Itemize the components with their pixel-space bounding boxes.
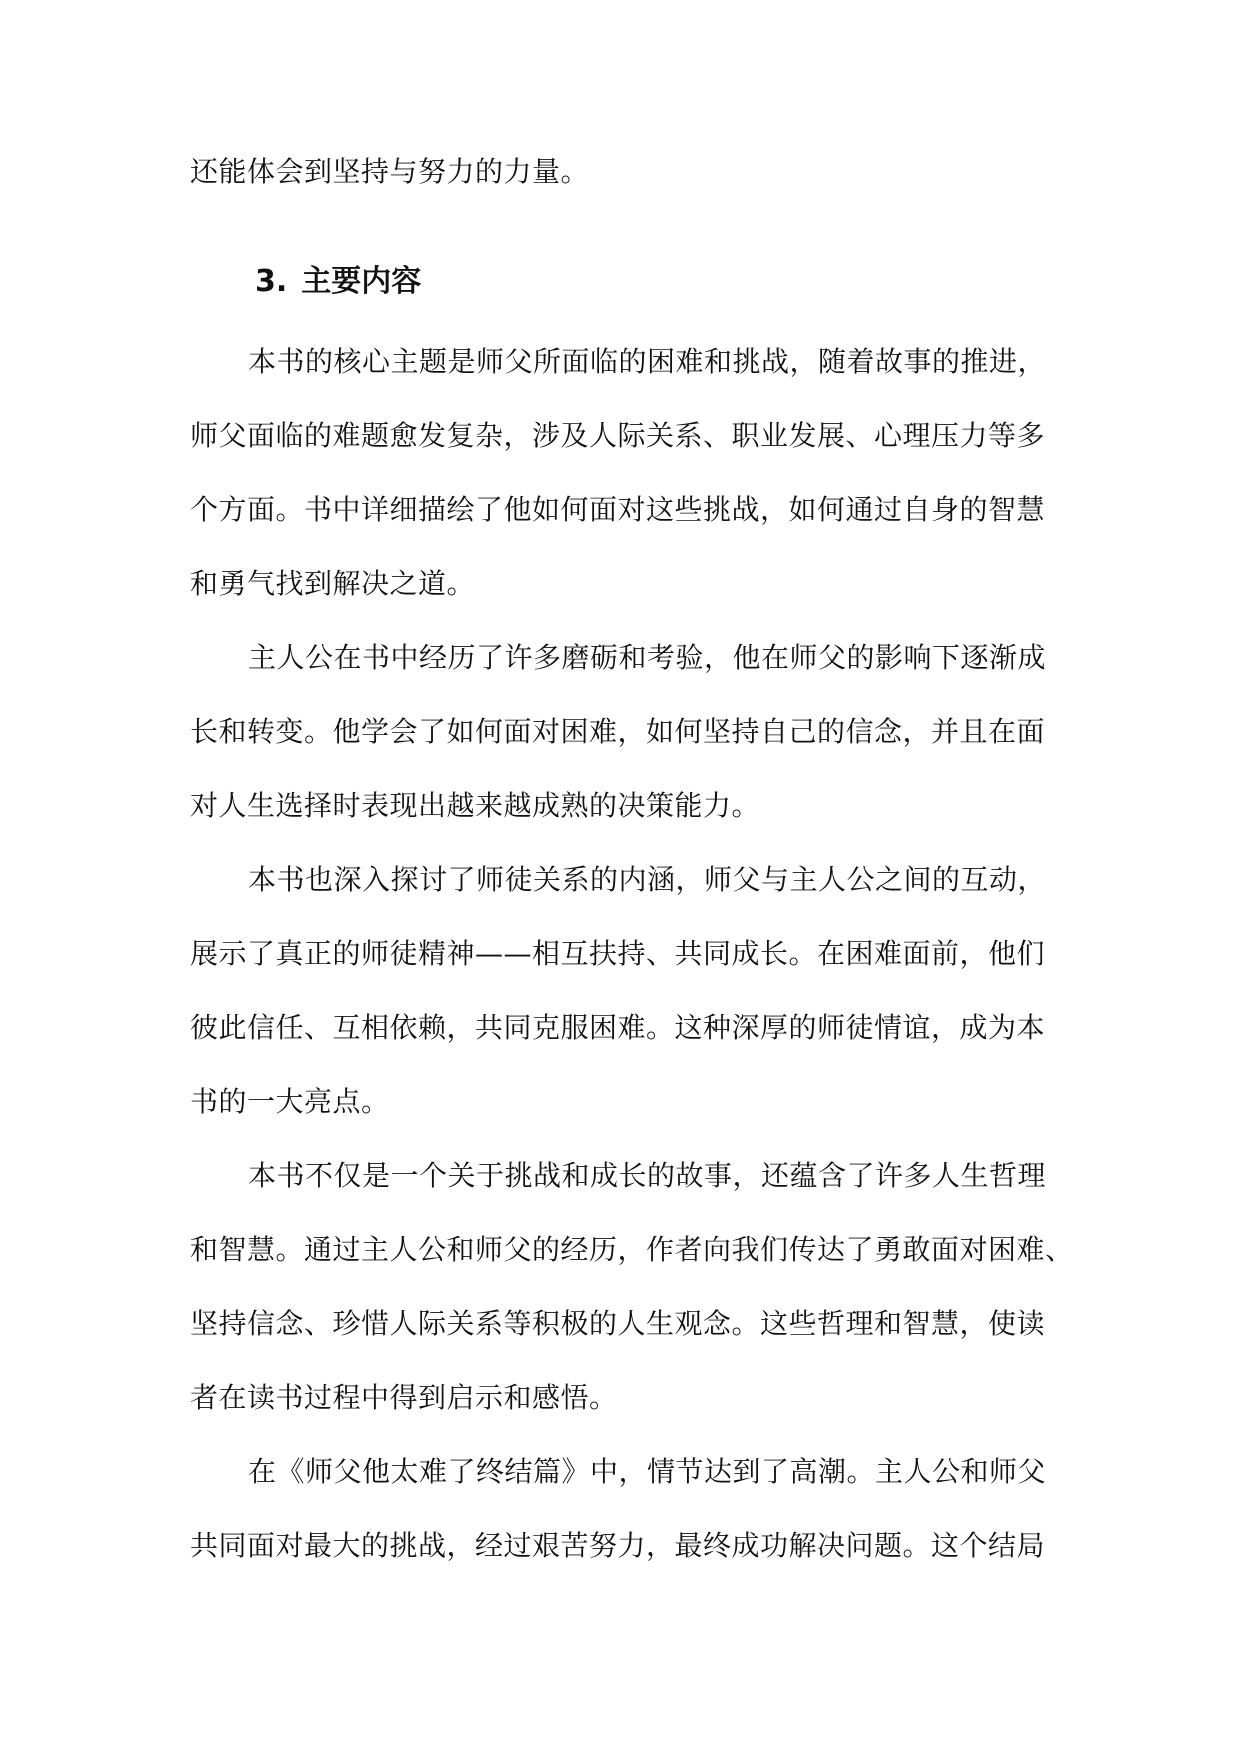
text-line: 个方面。书中详细描绘了他如何面对这些挑战，如何通过自身的智慧 xyxy=(190,493,1046,526)
text-line: 和勇气找到解决之道。 xyxy=(190,567,476,600)
text-line: 者在读书过程中得到启示和感悟。 xyxy=(190,1381,618,1414)
section-heading xyxy=(255,262,421,302)
text-line: 对人生选择时表现出越来越成熟的决策能力。 xyxy=(190,789,761,822)
text-line: 本书不仅是一个关于挑战和成长的故事，还蕴含了许多人生哲理 xyxy=(248,1159,1047,1192)
section-number: 3. xyxy=(255,264,288,299)
text-line: 还能体会到坚持与努力的力量。 xyxy=(190,155,590,188)
text-line: 彼此信任、互相依赖，共同克服困难。这种深厚的师徒情谊，成为本 xyxy=(190,1011,1046,1044)
section-title: 主要内容 xyxy=(301,264,422,299)
text-line: 主人公在书中经历了许多磨砺和考验，他在师父的影响下逐渐成 xyxy=(248,641,1047,674)
text-line: 展示了真正的师徒精神——相互扶持、共同成长。在困难面前，他们 xyxy=(190,937,1046,970)
text-line: 长和转变。他学会了如何面对困难，如何坚持自己的信念，并且在面 xyxy=(190,715,1046,748)
text-line: 书的一大亮点。 xyxy=(190,1085,390,1118)
text-line: 共同面对最大的挑战，经过艰苦努力，最终成功解决问题。这个结局 xyxy=(190,1529,1046,1562)
text-line: 本书也深入探讨了师徒关系的内涵，师父与主人公之间的互动， xyxy=(248,863,1047,896)
text-line: 在《师父他太难了终结篇》中，情节达到了高潮。主人公和师父 xyxy=(248,1455,1047,1488)
text-line: 和智慧。通过主人公和师父的经历，作者向我们传达了勇敢面对困难、 xyxy=(190,1233,1074,1266)
text-line: 师父面临的难题愈发复杂，涉及人际关系、职业发展、心理压力等多 xyxy=(190,419,1046,452)
text-line: 本书的核心主题是师父所面临的困难和挑战，随着故事的推进， xyxy=(248,345,1047,378)
text-line: 坚持信念、珍惜人际关系等积极的人生观念。这些哲理和智慧，使读 xyxy=(190,1307,1046,1340)
